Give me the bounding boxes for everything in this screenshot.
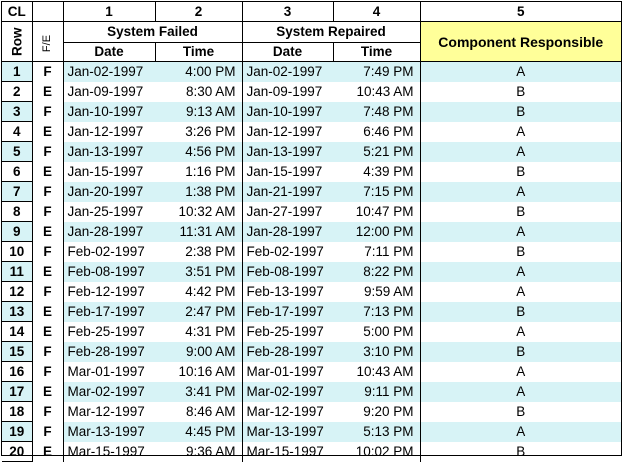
component-cell: B — [516, 203, 526, 219]
table-row — [2, 342, 621, 362]
row-number: 5 — [2, 142, 32, 162]
row-number: 4 — [2, 122, 32, 142]
col-number-1: 1 — [63, 2, 155, 22]
row-number: 20 — [2, 442, 32, 462]
cl-label: CL — [2, 2, 32, 22]
repaired-time-header: Time — [333, 43, 420, 62]
col-number-3: 3 — [242, 2, 333, 22]
repaired-date-cell: Feb-25-1997 — [246, 323, 324, 339]
row-header-label: Row — [9, 27, 24, 56]
fe-cell: F — [32, 282, 63, 302]
col-number-2: 2 — [155, 2, 242, 22]
repaired-time-cell: 5:21 PM — [333, 142, 420, 162]
component-cell: A — [420, 142, 621, 162]
component-cell: A — [516, 283, 526, 299]
failed-time-cell: 11:31 AM — [155, 222, 242, 242]
fe-cell: E — [32, 322, 63, 342]
failed-time-cell: 4:45 PM — [155, 422, 242, 442]
fe-cell: F — [32, 142, 63, 162]
repaired-date-cell: Mar-13-1997 — [242, 422, 333, 442]
repaired-time-cell: 10:43 AM — [333, 362, 420, 382]
failed-time-cell: 3:51 PM — [155, 262, 242, 282]
row-number: 16 — [2, 362, 32, 382]
repaired-time-cell: 4:39 PM — [333, 162, 420, 182]
cl-blank — [32, 2, 63, 22]
fe-cell: E — [32, 162, 63, 182]
component-cell: B — [516, 403, 526, 419]
repaired-time-cell: 7:48 PM — [333, 102, 420, 122]
table-row — [2, 122, 621, 142]
failed-date-cell: Jan-09-1997 — [67, 83, 144, 99]
fe-cell: F — [32, 102, 63, 122]
failed-date-cell: Jan-20-1997 — [63, 182, 155, 202]
table-row — [2, 362, 621, 382]
failed-time-cell: 1:38 PM — [155, 182, 242, 202]
failed-date-cell: Jan-25-1997 — [67, 203, 144, 219]
repaired-date-cell: Mar-15-1997 — [246, 443, 324, 459]
repaired-time-cell: 5:00 PM — [333, 322, 420, 342]
failed-date-cell: Jan-28-1997 — [63, 222, 155, 242]
row-number: 12 — [2, 282, 32, 302]
repaired-time-cell: 10:47 PM — [333, 202, 420, 222]
repaired-time-cell: 10:43 AM — [333, 82, 420, 102]
failed-time-cell: 10:32 AM — [155, 202, 242, 222]
failed-time-cell: 3:26 PM — [155, 122, 242, 142]
repaired-time-cell: 12:00 PM — [333, 222, 420, 242]
failed-date-cell: Feb-25-1997 — [67, 323, 145, 339]
fe-cell: F — [32, 182, 63, 202]
fe-cell: F — [32, 422, 63, 442]
fe-header — [32, 22, 63, 62]
failed-date-cell: Jan-12-1997 — [67, 123, 144, 139]
table-row — [2, 242, 621, 262]
component-cell: B — [516, 443, 526, 459]
component-cell: A — [420, 182, 621, 202]
failed-time-header: Time — [155, 43, 242, 62]
failed-date-cell: Feb-02-1997 — [67, 243, 145, 259]
table-row — [2, 82, 621, 102]
failed-time-cell: 9:00 AM — [155, 342, 242, 362]
fe-cell: E — [32, 442, 63, 462]
fe-cell: E — [32, 122, 63, 142]
col-number-5: 5 — [420, 2, 621, 22]
row-number: 3 — [2, 102, 32, 122]
table-row — [2, 182, 621, 202]
table-row — [2, 142, 621, 162]
fe-cell: F — [32, 62, 63, 82]
repaired-date-cell: Jan-13-1997 — [242, 142, 333, 162]
failed-date-cell: Jan-10-1997 — [63, 102, 155, 122]
repaired-date-cell: Jan-15-1997 — [246, 163, 323, 179]
repaired-time-cell: 9:59 AM — [333, 282, 420, 302]
failed-time-cell: 4:42 PM — [155, 282, 242, 302]
system-repaired-header: System Repaired — [242, 22, 420, 43]
row-number: 17 — [2, 382, 32, 402]
repaired-time-cell: 9:20 PM — [333, 402, 420, 422]
fe-cell: E — [32, 82, 63, 102]
col-number-4: 4 — [333, 2, 420, 22]
failed-time-cell: 4:00 PM — [155, 62, 242, 82]
table-row — [2, 382, 621, 402]
repaired-date-cell: Feb-17-1997 — [242, 302, 333, 322]
row-number: 1 — [2, 62, 32, 82]
repaired-date-cell: Jan-02-1997 — [242, 62, 333, 82]
row-number: 19 — [2, 422, 32, 442]
repaired-date-cell: Jan-12-1997 — [246, 123, 323, 139]
repaired-time-cell: 7:49 PM — [333, 62, 420, 82]
fe-cell: F — [32, 202, 63, 222]
row-number: 10 — [2, 242, 32, 262]
column-number-row — [2, 2, 621, 22]
component-cell: A — [420, 222, 621, 242]
fe-cell: F — [32, 402, 63, 422]
failed-date-cell: Jan-15-1997 — [67, 163, 144, 179]
repaired-time-cell: 10:02 PM — [333, 442, 420, 462]
repaired-time-cell: 9:11 PM — [333, 382, 420, 402]
component-cell: B — [420, 342, 621, 362]
failed-time-cell: 8:46 AM — [155, 402, 242, 422]
repaired-time-cell: 3:10 PM — [333, 342, 420, 362]
component-cell: A — [420, 382, 621, 402]
failed-time-cell: 8:30 AM — [155, 82, 242, 102]
component-cell: A — [420, 62, 621, 82]
row-number: 8 — [2, 202, 32, 222]
table-row — [2, 62, 621, 82]
repaired-date-cell: Mar-02-1997 — [242, 382, 333, 402]
failed-time-cell: 2:38 PM — [155, 242, 242, 262]
failed-date-cell: Mar-12-1997 — [67, 403, 145, 419]
row-number: 7 — [2, 182, 32, 202]
table-row — [2, 222, 621, 242]
repaired-time-cell: 7:11 PM — [333, 242, 420, 262]
repaired-date-cell: Feb-13-1997 — [246, 283, 324, 299]
table-row — [2, 302, 621, 322]
fe-cell: E — [32, 302, 63, 322]
repaired-time-cell: 7:15 PM — [333, 182, 420, 202]
repaired-date-cell: Mar-01-1997 — [246, 363, 324, 379]
component-cell: A — [516, 123, 526, 139]
failed-time-cell: 9:13 AM — [155, 102, 242, 122]
fe-cell: F — [32, 362, 63, 382]
repaired-date-cell: Mar-12-1997 — [246, 403, 324, 419]
row-number: 15 — [2, 342, 32, 362]
row-number: 9 — [2, 222, 32, 242]
failed-time-cell: 2:47 PM — [155, 302, 242, 322]
repaired-time-cell: 6:46 PM — [333, 122, 420, 142]
system-failed-header: System Failed — [63, 22, 242, 43]
component-cell: B — [516, 163, 526, 179]
failed-time-cell: 3:41 PM — [155, 382, 242, 402]
repaired-date-cell: Jan-09-1997 — [246, 83, 323, 99]
repaired-date-header: Date — [242, 43, 333, 62]
component-cell: A — [516, 323, 526, 339]
repaired-date-cell: Feb-02-1997 — [246, 243, 324, 259]
table-row — [2, 102, 621, 122]
failed-date-cell: Mar-15-1997 — [67, 443, 145, 459]
table-row — [2, 262, 621, 282]
component-cell: B — [420, 302, 621, 322]
fe-cell: F — [32, 342, 63, 362]
row-header — [2, 22, 32, 62]
table-row — [2, 442, 621, 462]
table-row — [2, 162, 621, 182]
failed-date-cell: Jan-02-1997 — [63, 62, 155, 82]
row-number: 6 — [2, 162, 32, 182]
row-number: 2 — [2, 82, 32, 102]
repaired-time-cell: 5:13 PM — [333, 422, 420, 442]
table-row — [2, 202, 621, 222]
failed-time-cell: 10:16 AM — [155, 362, 242, 382]
repaired-date-cell: Jan-10-1997 — [242, 102, 333, 122]
failed-date-header: Date — [63, 43, 155, 62]
repaired-date-cell: Jan-21-1997 — [242, 182, 333, 202]
failed-time-cell: 4:56 PM — [155, 142, 242, 162]
repaired-time-cell: 8:22 PM — [333, 262, 420, 282]
table-row — [2, 282, 621, 302]
repaired-date-cell: Jan-28-1997 — [242, 222, 333, 242]
row-number: 14 — [2, 322, 32, 342]
failed-date-cell: Mar-02-1997 — [63, 382, 155, 402]
component-cell: B — [420, 102, 621, 122]
failed-date-cell: Feb-28-1997 — [63, 342, 155, 362]
failed-time-cell: 4:31 PM — [155, 322, 242, 342]
row-number: 11 — [2, 262, 32, 282]
failure-table — [2, 2, 621, 462]
component-cell: B — [516, 243, 526, 259]
table-body — [2, 62, 621, 462]
spreadsheet — [1, 1, 622, 459]
row-number: 18 — [2, 402, 32, 422]
failed-date-cell: Feb-17-1997 — [63, 302, 155, 322]
component-responsible-header: Component Responsible — [420, 22, 621, 62]
failed-date-cell: Feb-12-1997 — [67, 283, 145, 299]
component-cell: A — [516, 363, 526, 379]
fe-cell: F — [32, 242, 63, 262]
repaired-date-cell: Feb-28-1997 — [242, 342, 333, 362]
failed-date-cell: Jan-13-1997 — [63, 142, 155, 162]
fe-header-label: F/E — [41, 34, 53, 52]
repaired-time-cell: 7:13 PM — [333, 302, 420, 322]
fe-cell: E — [32, 262, 63, 282]
table-row — [2, 402, 621, 422]
failed-time-cell: 9:36 AM — [155, 442, 242, 462]
table-row — [2, 422, 621, 442]
component-cell: A — [420, 422, 621, 442]
repaired-date-cell: Feb-08-1997 — [242, 262, 333, 282]
failed-time-cell: 1:16 PM — [155, 162, 242, 182]
component-cell: A — [420, 262, 621, 282]
fe-cell: E — [32, 382, 63, 402]
repaired-date-cell: Jan-27-1997 — [246, 203, 323, 219]
component-cell: B — [516, 83, 526, 99]
fe-cell: E — [32, 222, 63, 242]
failed-date-cell: Mar-01-1997 — [67, 363, 145, 379]
table-row — [2, 322, 621, 342]
failed-date-cell: Feb-08-1997 — [63, 262, 155, 282]
row-number: 13 — [2, 302, 32, 322]
failed-date-cell: Mar-13-1997 — [63, 422, 155, 442]
